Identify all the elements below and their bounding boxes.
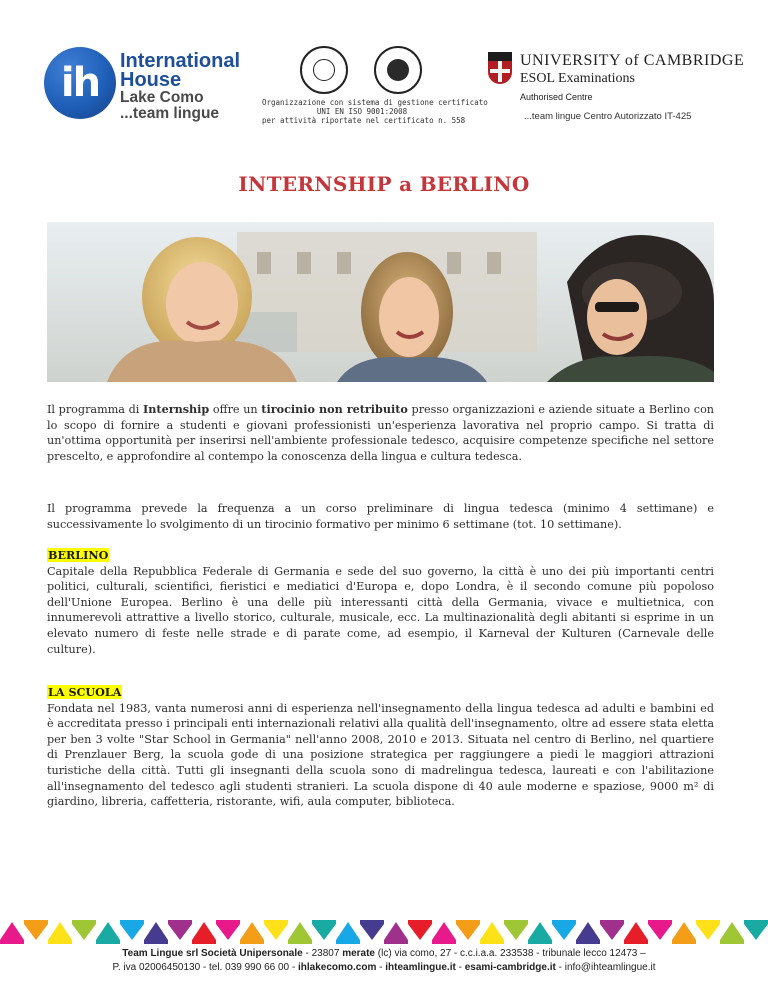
stripe-segment: [72, 920, 96, 940]
footer-city: merate: [342, 948, 375, 959]
stripe-segment: [48, 922, 72, 944]
intro-p1-internship: Internship: [143, 402, 210, 416]
stripe-segment: [312, 920, 336, 940]
stripe-segment: [288, 922, 312, 944]
ih-logo-line-4: ...team lingue: [120, 105, 220, 122]
cambridge-centre-line: ...team lingue Centro Autorizzato IT-425: [524, 111, 692, 122]
stripe-segment: [480, 922, 504, 944]
students-photo: [47, 222, 714, 382]
footer-line-1: [0, 947, 768, 961]
ih-logo-text: [120, 52, 240, 122]
stripe-segment: [600, 920, 624, 940]
rainbow-stripe: [0, 918, 768, 944]
stripe-segment: [456, 920, 480, 940]
stripe-segment: [168, 920, 192, 940]
stripe-segment: [720, 922, 744, 944]
footer-company: Team Lingue srl Società Unipersonale: [122, 948, 303, 959]
intro-p1-text-c: offre un: [209, 403, 262, 416]
footer-vat-phone: P. iva 02006450130 - tel. 039 990 66 00 -: [112, 962, 298, 973]
stripe-segment: [264, 920, 288, 940]
section-heading-scuola: LA SCUOLA: [48, 685, 122, 699]
section-berlino: [47, 548, 714, 657]
stripe-segment: [96, 922, 120, 944]
stripe-segment: [336, 922, 360, 944]
footer-separator: -: [376, 962, 386, 973]
certification-line-3: per attività riportate nel certificato n. 558: [262, 116, 466, 125]
footer-line-2: [0, 961, 768, 975]
intro-p1-unpaid: tirocinio non retribuito: [261, 402, 408, 416]
stripe-segment: [504, 920, 528, 940]
footer: [0, 947, 768, 975]
certification-seals: [262, 46, 462, 98]
stripe-segment: [24, 920, 48, 940]
stripe-segment: [744, 920, 768, 940]
stripe-segment: [696, 920, 720, 940]
stripe-segment: [552, 920, 576, 940]
stripe-segment: [144, 922, 168, 944]
ih-logo-line-2: House: [120, 69, 182, 91]
cambridge-subtitle: ESOL Examinations: [520, 71, 635, 86]
stripe-segment: [408, 920, 432, 940]
stripe-segment: [360, 920, 384, 940]
section-text-berlino: Capitale della Repubblica Federale di Germania e sede del suo governo, la città è uno dei più importanti centri politici, culturali, scientifici, fieristici e mediatici d'Europa e, dopo Londra, è il secondo comune più popoloso dell'Unione Europea. Berlino è una delle più interessanti città della Germania, vivace e multietnica, con innumerevoli attrattive a livello storico, culturale, musicale, ecc. La multinazionalità degli abitanti si esprime in un elevato numero di feste nelle strade e di parate come, ad esempio, il Karneval der Kulturen (Carnevale delle culture).: [47, 564, 714, 656]
footer-email: - info@ihteamlingue.it: [555, 962, 656, 973]
certification-line-2: UNI EN ISO 9001:2008: [316, 107, 408, 116]
stripe-segment: [120, 920, 144, 940]
ih-logo-mark: ih: [44, 47, 116, 119]
stripe-segment: [648, 920, 672, 940]
stripe-segment: [528, 922, 552, 944]
cambridge-authorised: Authorised Centre: [520, 92, 593, 102]
footer-link-ihteamlingue[interactable]: ihteamlingue.it: [385, 962, 456, 973]
footer-address: (lc) via como, 27 - c.c.i.a.a. 233538 - tribunale lecco 12473 –: [375, 948, 646, 959]
stripe-segment: [0, 922, 24, 944]
cambridge-crest-icon: [488, 52, 512, 84]
section-heading-berlino: BERLINO: [48, 548, 109, 562]
stripe-segment: [384, 922, 408, 944]
stripe-segment: [624, 922, 648, 944]
certification-block: [262, 46, 488, 128]
ih-logo-line-1: International: [120, 50, 241, 72]
intro-p1-text-a: Il programma di: [47, 403, 144, 416]
footer-link-esami-cambridge[interactable]: esami-cambridge.it: [464, 962, 556, 973]
footer-text: - 23807: [302, 948, 343, 959]
certification-line-1: Organizzazione con sistema di gestione certificato: [262, 98, 488, 107]
stripe-segment: [672, 922, 696, 944]
stripe-segment: [576, 922, 600, 944]
stripe-segment: [216, 920, 240, 940]
ih-logo-line-3: Lake Como: [120, 89, 204, 106]
footer-separator: -: [455, 962, 465, 973]
ih-logo: [44, 44, 254, 124]
section-scuola: [47, 685, 714, 810]
intro-paragraph-2: Il programma prevede la frequenza a un corso preliminare di lingua tedesca (minimo 4 settimane) e successivamente lo svolgimento di un tirocinio formativo per minimo 6 settimane (tot. 10 settimane).: [47, 502, 714, 531]
footer-link-ihlakecomo[interactable]: ihlakecomo.com: [298, 962, 377, 973]
accredia-seal-icon: [374, 46, 422, 94]
cambridge-title: UNIVERSITY of CAMBRIDGE: [520, 52, 745, 69]
page-title: INTERNSHIP a BERLINO: [238, 172, 530, 196]
intro-paragraph-1: [47, 402, 714, 464]
intro-p1-text-e: presso organizzazioni e aziende situate a Berlino con lo scopo di fornire a studenti e giovani professionisti un'esperienza lavorativa nel proprio campo. Si tratta di un'ottima opportunità per inserirsi nell'ambiente professionale tedesco, acquisire competenze specifiche nel settore prescelto, e approfondire al contempo la conoscenza della lingua e cultura tedesca.: [47, 403, 715, 463]
stripe-segment: [432, 922, 456, 944]
certification-seal-icon: [300, 46, 348, 94]
stripe-segment: [240, 922, 264, 944]
section-text-scuola: Fondata nel 1983, vanta numerosi anni di esperienza nell'insegnamento della lingua tedesca ad adulti e bambini ed è accreditata presso i principali enti internazionali relativi alla qualità dell'insegnamento, oltre ad essere stata eletta per ben 3 volte "Star School in Germania" nell'anno 2008, 2010 e 2013. Situata nel centro di Berlino, nel quartiere di Prenzlauer Berg, la scuola gode di una posizione strategica per raggiungere a piedi le maggiori attrazioni turistiche della città. Tutti gli insegnanti della scuola sono di madrelingua tedesca, laureati e con l'abilitazione all'insegnamento del tedesco agli studenti stranieri. La scuola dispone di 40 aule moderne e spaziose, 9000 m² di giardino, libreria, caffetteria, ristorante, wifi, aula computer, biblioteca.: [47, 701, 714, 809]
stripe-segment: [192, 922, 216, 944]
